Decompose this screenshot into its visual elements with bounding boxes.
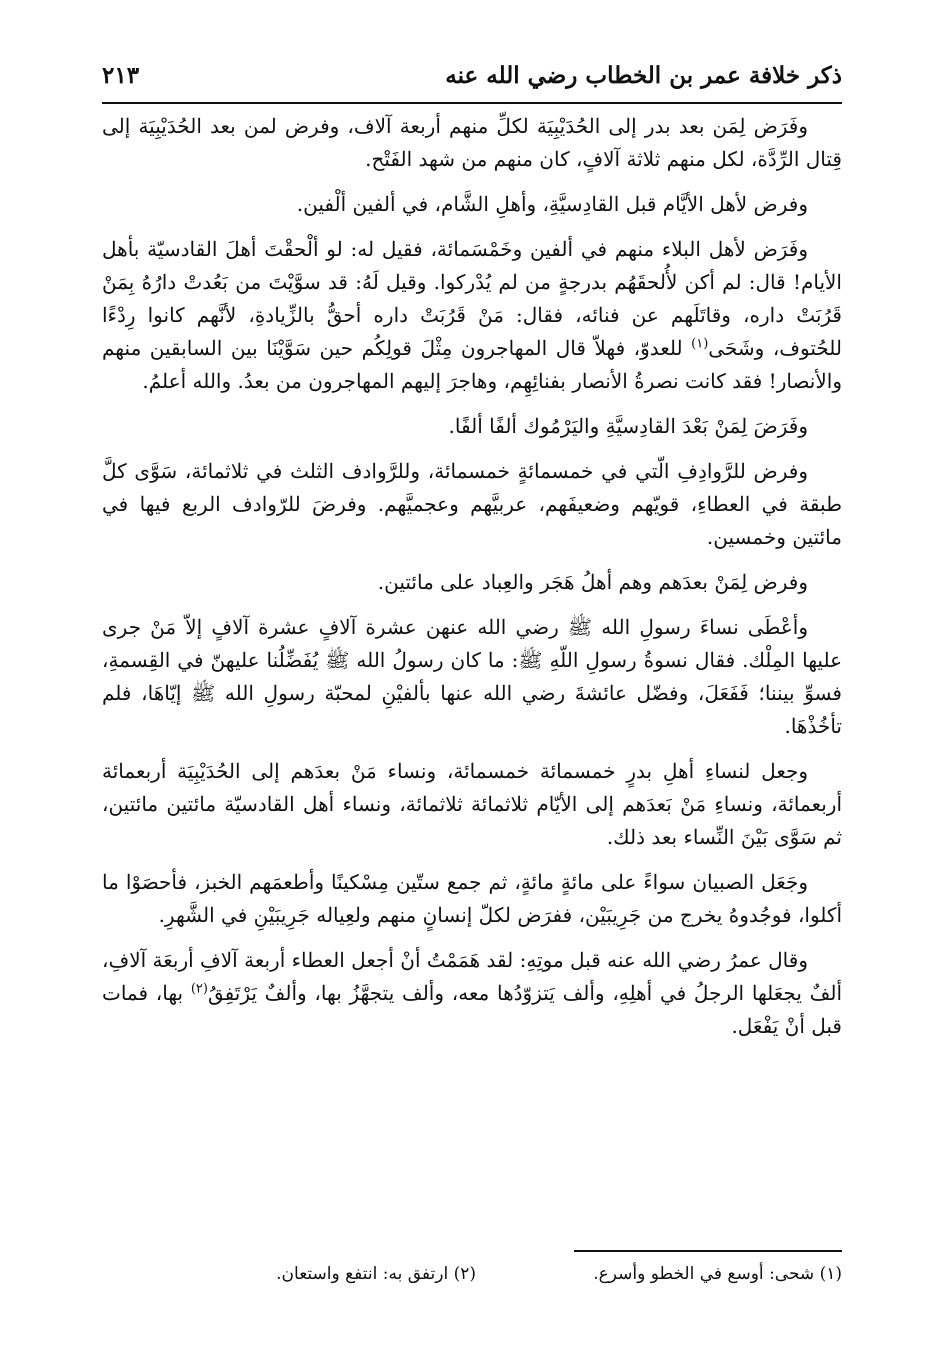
header-rule bbox=[102, 102, 842, 104]
paragraph bbox=[102, 755, 842, 854]
paragraph bbox=[102, 455, 842, 554]
paragraph-text: بها، فمات قبل أنْ يَفْعَل. bbox=[102, 981, 842, 1038]
paragraph-text: وأعْطَى نساءَ رسولِ الله ﷺ رضي الله عنهن عشرة آلافٍ عشرة آلافٍ إلاّ مَنْ جرى عليها المِلْك. فقال نسوةُ رسولِ اللّهِ ﷺ: ما كان رسولُ الله ﷺ يُفَضِّلُنا عليهنّ في القِسمةِ، فسوِّ بيننا؛ فَفَعَلَ، وفضّل عائشةَ رضي الله عنها بألفيْنِ لمحبّة رسولِ الله ﷺ إيّاهَا، فلم تأخُذْهَا. bbox=[102, 615, 842, 738]
paragraph-text: وفَرَض لِمَن بعد بدر إلى الحُدَيْبِيَة لكلِّ منهم أربعة آلاف، وفرض لمن بعد الحُدَيْبِيَة إلى قِتال الرِّدَّة، لكل منهم ثلاثة آلافٍ، كان منهم من شهد الفَتْح. bbox=[102, 114, 842, 171]
paragraph bbox=[102, 410, 842, 443]
paragraph bbox=[102, 611, 842, 743]
running-title: ذكر خلافة عمر بن الخطاب رضي الله عنه bbox=[445, 62, 842, 89]
paragraph-text: وقال عمرُ رضي الله عنه قبل موتِهِ: لقد هَمَمْتُ أنْ أجعل العطاء أربعة آلافِ أربعَة آلافِ، ألفٌ يجعَلها الرجلُ في أهلِهِ، وألف يَتزوّدُها معه، وألف يتجهَّزُ بها، وألفٌ يَرْتَفِقُ bbox=[102, 948, 842, 1005]
page-number: ٢١٣ bbox=[102, 62, 140, 89]
paragraph-text: وفرض للرَّوادِفِ الّتي في خمسمائةٍ خمسمائة، وللرَّوادف الثلث في ثلاثمائة، سَوَّى كلَّ طبقة في العطاءِ، قويّهم وضعيفَهم، عربيَّهم وعجميَّهم. وفرضَ للرّوادف الربع فيها في مائتين وخمسين. bbox=[102, 459, 842, 549]
paragraph bbox=[102, 233, 842, 398]
paragraph-text: وجَعَل الصبيان سواءً على مائةٍ مائةٍ، ثم جمع ستّين مِسْكينًا وأطعمَهم الخبز، فأحصَوْا ما أكلوا، فوجُدوهُ يخرج من جَرِيبَيْن، ففرَض لكلّ إنسانٍ منهم ولعِياله جَرِيبَيْنِ في الشَّهرِ. bbox=[102, 870, 842, 927]
footnote-1: (١) شحى: أوسع في الخطو وأسرع. bbox=[593, 1264, 842, 1284]
paragraph-text: وجعل لنساءِ أهلِ بدرٍ خمسمائة خمسمائة، ونساء مَنْ بعدَهم إلى الحُدَيْبِيَة أربعمائة أربعمائة، ونساءِ مَنْ بَعدَهم إلى الأيّام ثلاثمائة ثلاثمائة، ونساء أهل القادسيّة مائتين مائتين، ثم سَوَّى بَيْنَ النِّساء بعد ذلك. bbox=[102, 759, 842, 849]
paragraph bbox=[102, 866, 842, 932]
paragraph-text: وفرض لأهل الأيَّام قبل القادِسيَّةِ، وأهلِ الشَّام، في ألفين ألْفين. bbox=[296, 192, 808, 216]
paragraph-text: وفَرَض لأهل البلاء منهم في ألفين وخَمْسَمائة، فقيل له: لو ألْحقْتَ أهلَ القادسيّة بأهل الأيام! قال: لم أكن لأُلحقَهُم بدرجةٍ من لم يُدْركوا. وقيل لَهُ: قد سوَّيْتَ من بَعُدتْ دارُهُ بِمَنْ قَرُبَتْ داره، وقاتَلَهم عن فنائه، فقال: مَنْ قَرُبَتْ داره أحقُّ بالزِّيادةِ، لأنَّهم كانوا رِدْءًا للحُتوف، وشَحَى bbox=[102, 237, 842, 360]
paragraph bbox=[102, 110, 842, 176]
page-header bbox=[102, 58, 842, 104]
paragraph-text: للعدوّ، فهلاّ قال المهاجرون مِثْلَ قولِكُم حين سَوَّيْنَا بين السابقين منهم والأنصار! فقد كانت نصرةُ الأنصار بفنائِهِم، وهاجرَ إليهم المهاجرون من بعدُ. والله أعلمُ. bbox=[102, 336, 842, 393]
body-text bbox=[102, 110, 842, 1055]
footnote-separator bbox=[574, 1250, 842, 1252]
paragraph bbox=[102, 188, 842, 221]
footnote-reference: (٢) bbox=[190, 981, 208, 997]
paragraph-text: وفرض لِمَنْ بعدَهم وهم أهلُ هَجَر والعِباد على مائتين. bbox=[377, 570, 808, 594]
paragraph bbox=[102, 566, 842, 599]
paragraph-text: وفَرَضَ لِمَنْ بَعْدَ القادِسيَّةِ واليَرْمُوك ألفًا ألفًا. bbox=[448, 414, 808, 438]
footnote-reference: (١) bbox=[691, 336, 709, 352]
paragraph bbox=[102, 944, 842, 1043]
footnotes bbox=[150, 1264, 842, 1300]
footnote-2: (٢) ارتفق به: انتفع واستعان. bbox=[276, 1264, 476, 1284]
